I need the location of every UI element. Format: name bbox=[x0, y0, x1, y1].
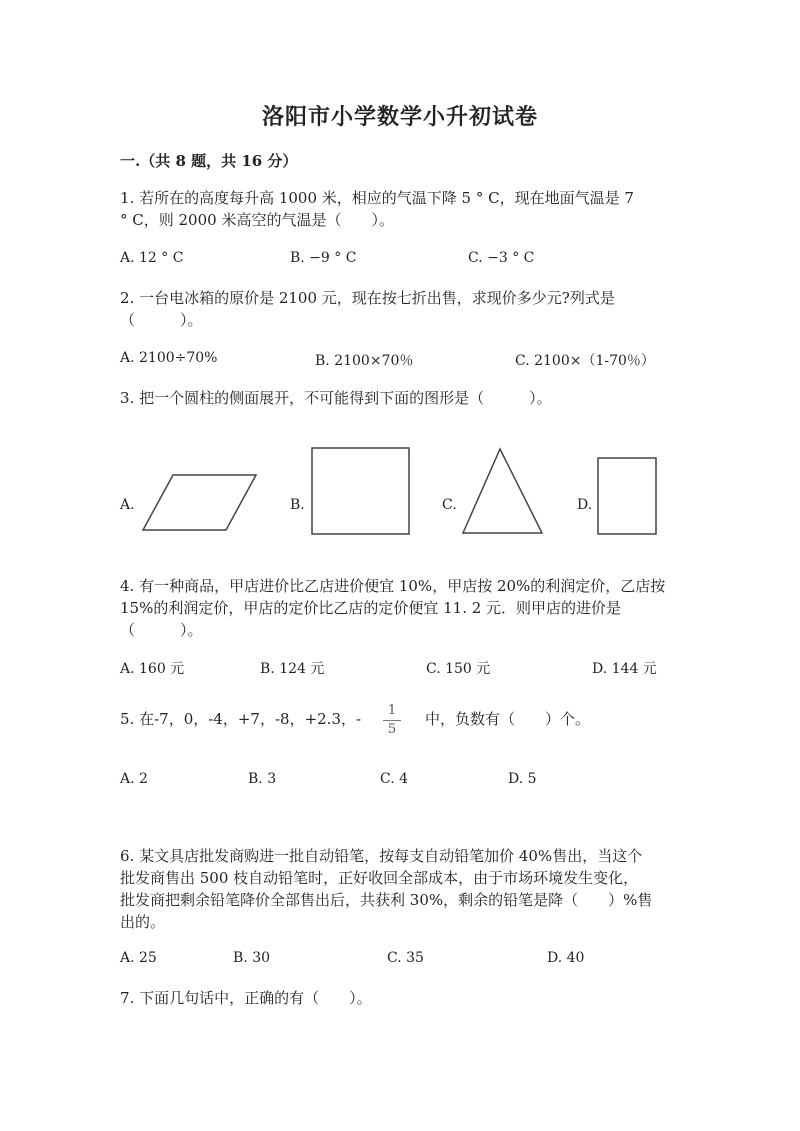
question-2-line-2: （ ）。 bbox=[120, 311, 203, 329]
parallelogram-figure bbox=[140, 472, 260, 534]
question-1-option-b: B. −9 ° C bbox=[290, 250, 357, 266]
rectangle-figure bbox=[596, 456, 658, 536]
question-6-option-c: C. 35 bbox=[387, 950, 424, 966]
large-square-figure bbox=[310, 446, 412, 536]
page-title: 洛阳市小学数学小升初试卷 bbox=[261, 104, 538, 130]
fraction-bar bbox=[383, 720, 401, 721]
question-2-line-1: 2. 一台电冰箱的原价是 2100 元，现在按七折出售，求现价多少元?列式是 bbox=[120, 289, 615, 307]
question-3-option-d: D. bbox=[577, 497, 593, 513]
question-1-option-a: A. 12 ° C bbox=[120, 250, 184, 266]
fraction-numerator: 1 bbox=[387, 703, 397, 718]
triangle-figure bbox=[460, 446, 545, 536]
question-1-line-2: ° C，则 2000 米高空的气温是（ ）。 bbox=[120, 211, 394, 229]
question-2-option-c: C. 2100×（1-70％） bbox=[515, 353, 655, 369]
question-2-option-a: A. 2100÷70% bbox=[120, 350, 218, 366]
question-6-line-2: 批发商售出 500 枝自动铅笔时，正好收回全部成本，由于市场环境发生变化， bbox=[120, 869, 639, 887]
question-5-option-a: A. 2 bbox=[120, 771, 148, 787]
question-3-option-b: B. bbox=[290, 497, 305, 513]
question-6-option-b: B. 30 bbox=[233, 950, 271, 966]
question-6-line-4: 出的。 bbox=[120, 913, 166, 931]
question-3-line-1: 3. 把一个圆柱的侧面展开，不可能得到下面的图形是（ ）。 bbox=[120, 389, 552, 407]
question-5-suffix: 中，负数有（ ）个。 bbox=[425, 710, 591, 728]
question-4-line-1: 4. 有一种商品，甲店进价比乙店进价便宜 10%，甲店按 20%的利润定价，乙店按 bbox=[120, 577, 666, 595]
question-4-option-a: A. 160 元 bbox=[120, 661, 185, 677]
question-6-option-d: D. 40 bbox=[547, 950, 585, 966]
question-5-option-d: D. 5 bbox=[508, 771, 537, 787]
question-6-option-a: A. 25 bbox=[120, 950, 157, 966]
question-4-option-c: C. 150 元 bbox=[426, 661, 491, 677]
question-4-option-b: B. 124 元 bbox=[260, 661, 325, 677]
question-3-option-c: C. bbox=[442, 497, 457, 513]
question-4-line-2: 15%的利润定价，甲店的定价比乙店的定价便宜 11. 2 元．则甲店的进价是 bbox=[120, 599, 622, 617]
question-4-line-3: （ ）。 bbox=[120, 621, 203, 639]
question-4-option-d: D. 144 元 bbox=[592, 661, 657, 677]
fraction-denominator: 5 bbox=[387, 722, 397, 737]
question-5-option-c: C. 4 bbox=[380, 771, 409, 787]
question-1-line-1: 1. 若所在的高度每升高 1000 米，相应的气温下降 5 ° C，现在地面气温是 7 bbox=[120, 189, 634, 207]
question-5-prefix: 5. 在-7，0，-4，+7，-8，+2.3，- bbox=[120, 710, 362, 728]
question-3-option-a: A. bbox=[120, 497, 135, 513]
section-heading: 一.（共 8 题，共 16 分） bbox=[120, 152, 298, 170]
fraction-one-fifth bbox=[383, 703, 401, 738]
question-6-line-1: 6. 某文具店批发商购进一批自动铅笔，按每支自动铅笔加价 40%售出，当这个 bbox=[120, 847, 643, 865]
question-2-option-b: B. 2100×70％ bbox=[315, 353, 414, 369]
question-7-line-1: 7. 下面几句话中，正确的有（ ）。 bbox=[120, 989, 372, 1007]
question-5-option-b: B. 3 bbox=[248, 771, 277, 787]
question-6-line-3: 批发商把剩余铅笔降价全部售出后，共获利 30%，剩余的铅笔是降（ ）%售 bbox=[120, 891, 653, 909]
question-1-option-c: C. −3 ° C bbox=[468, 250, 535, 266]
